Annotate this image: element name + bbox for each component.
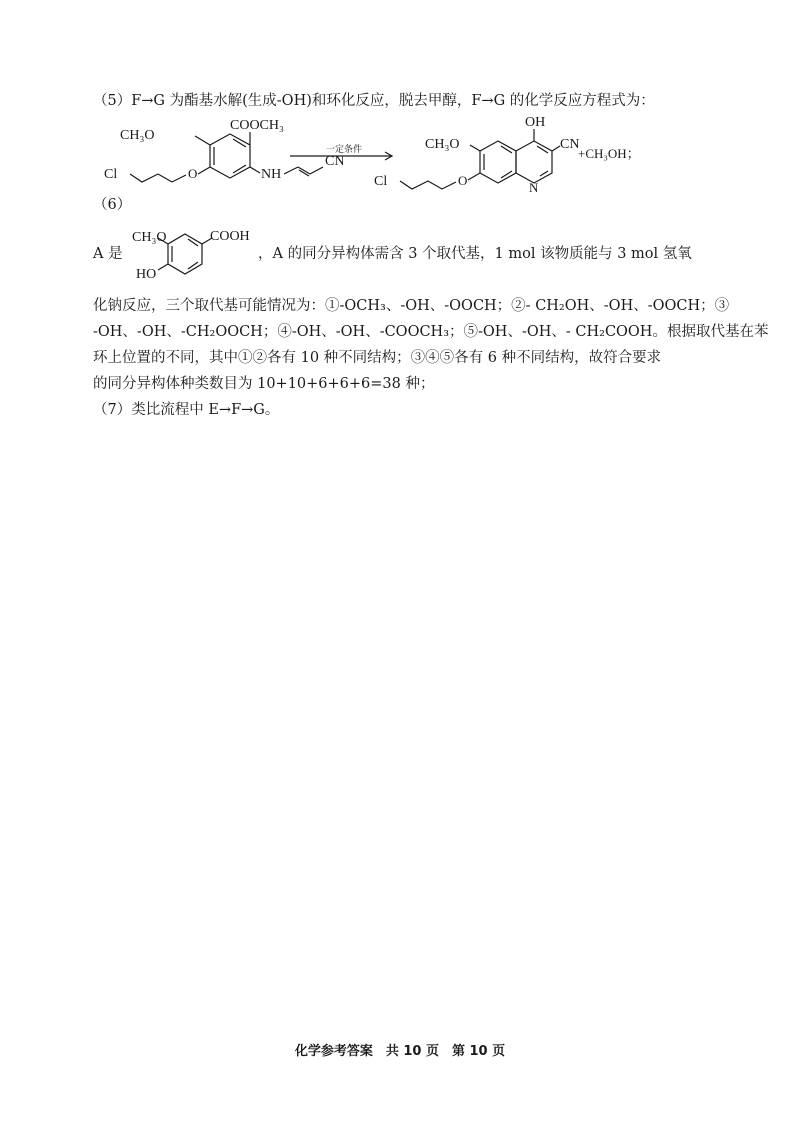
section-5-text: （5）F→G 为酯基水解(生成-OH)和环化反应，脱去甲醇，F→G 的化学反应方程式为：: [93, 93, 655, 109]
a-prefix: A 是: [93, 246, 123, 262]
svg-text:O: O: [458, 173, 468, 188]
reactant-cn: CN: [325, 154, 345, 169]
section-6-line-4: 环上位置的不同，其中①②各有 10 种不同结构；③④⑤各有 6 种不同结构，故符合要求: [93, 350, 662, 366]
section-6-line-2: 化钠反应，三个取代基可能情况为：①-OCH₃、-OH、-OOCH；②- CH₂OH、-OH、-OOCH；③: [93, 298, 730, 314]
section-7-text: （7）类比流程中 E→F→G。: [93, 402, 280, 418]
reactant-cooch3: COOCH₃: [230, 118, 284, 133]
product-oh: OH: [525, 115, 546, 130]
product-cl: Cl: [374, 174, 388, 189]
section-6-line-5: 的同分异构体种类数目为 10+10+6+6+6=38 种；: [93, 376, 435, 392]
reactant-structure: [104, 118, 344, 182]
svg-text:O: O: [188, 166, 198, 181]
reactant-nh: NH: [261, 167, 282, 182]
compound-a-structure: [130, 220, 260, 282]
page-footer: 化学参考答案 共 10 页 第 10 页: [294, 1044, 506, 1059]
byproduct-methanol: +CH₃OH；: [578, 146, 640, 161]
section-6-label: （6）: [93, 197, 132, 213]
arrow-condition: 一定条件: [326, 144, 363, 154]
reactant-och3: CH₃O: [120, 128, 155, 143]
product-och3: CH₃O: [425, 137, 460, 152]
a-cooh: COOH: [210, 229, 250, 244]
section-6-line-3: -OH、-OH、-CH₂OOCH；④-OH、-OH、-COOCH₃；⑤-OH、-OH、- CH₂COOH。根据取代基在苯: [93, 324, 769, 340]
product-structure: [374, 115, 579, 195]
a-ho: HO: [136, 267, 157, 282]
reaction-scheme-f-to-g: [80, 112, 640, 200]
product-cn: CN: [560, 137, 580, 152]
product-n: N: [529, 180, 539, 195]
section-6-line-1: ，A 的同分异构体需含 3 个取代基，1 mol 该物质能与 3 mol 氢氧: [258, 246, 692, 262]
reactant-cl: Cl: [104, 167, 118, 182]
a-och3: CH₃O: [132, 230, 167, 245]
